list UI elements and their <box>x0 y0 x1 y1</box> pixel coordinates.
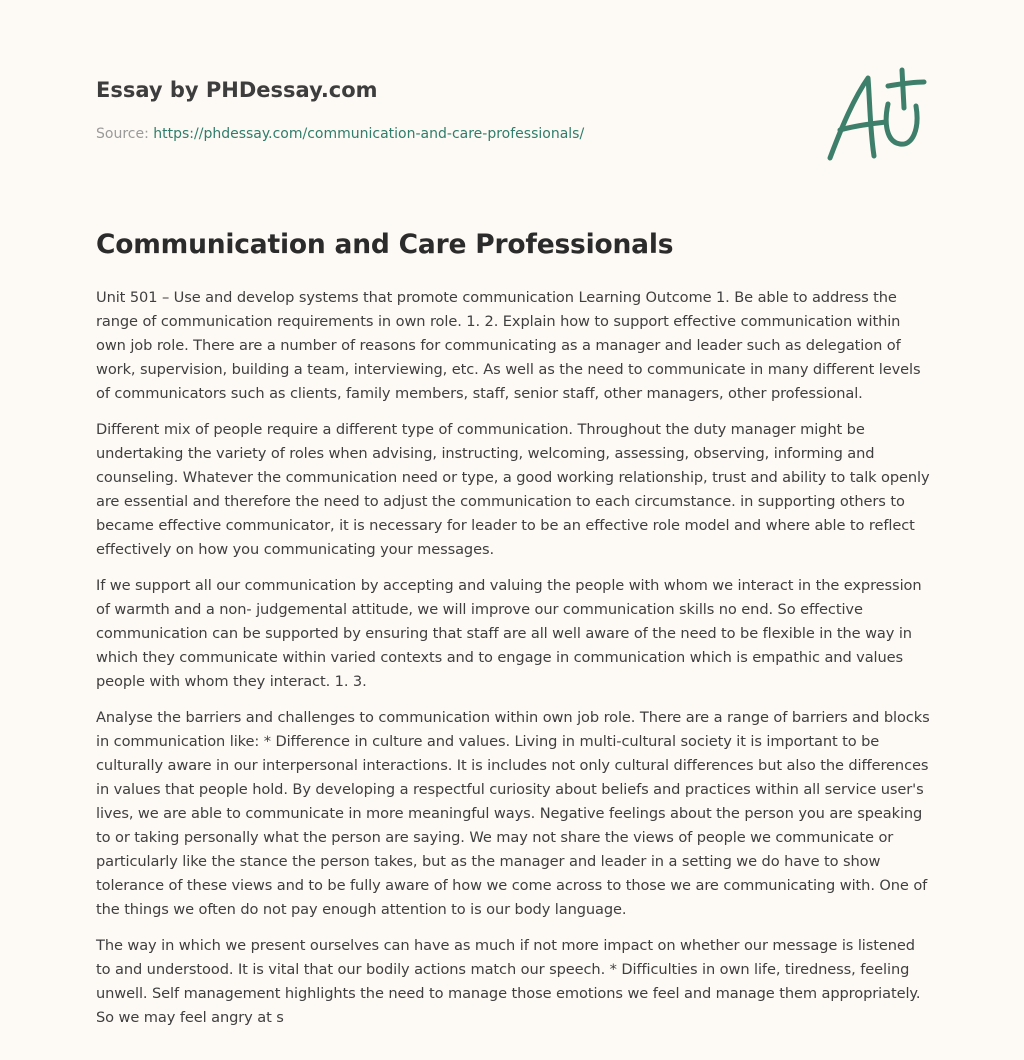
site-title: Essay by PHDessay.com <box>96 78 378 102</box>
a-plus-logo-icon <box>820 64 930 168</box>
paragraph: Unit 501 – Use and develop systems that promote communication Learning Outcome 1. Be able to address the range of communication requirements in own role. 1. 2. Explain how to support effective communication within own job role. There are a number of reasons for communicating as a manager and leader such as delegation of work, supervision, building a team, interviewing, etc. As well as the need to communicate in many different levels of communicators such as clients, family members, staff, senior staff, other managers, other professional. <box>96 289 921 402</box>
paragraph: The way in which we present ourselves can have as much if not more impact on whether our message is listened to and understood. It is vital that our bodily actions match our speech. * Difficulties in own life, tiredness, feeling unwell. Self management highlights the need to manage those emotions we feel and manage them appropriately. So we may feel angry at s <box>96 937 921 1026</box>
source-label: Source: <box>96 126 149 142</box>
source-line <box>96 124 716 144</box>
page-header <box>96 76 716 144</box>
source-link[interactable]: https://phdessay.com/communication-and-care-professionals/ <box>153 126 585 142</box>
paragraph: Analyse the barriers and challenges to communication within own job role. There are a range of barriers and blocks in communication like: * Difference in culture and values. Living in multi-cultural society it is important to be culturally aware in our interpersonal interactions. It is includes not only cultural differences but also the differences in values that people hold. By developing a respectful curiosity about beliefs and practices within all service user's lives, we are able to communicate in more meaningful ways. Negative feelings about the person you are speaking to or taking personally what the person are saying. We may not share the views of people we communicate or particularly like the stance the person takes, but as the manager and leader in a setting we do have to show tolerance of these views and to be fully aware of how we come across to those we are communicating with. One of the things we often do not pay enough attention to is our body language. <box>96 709 930 918</box>
page-title: Communication and Care Professionals <box>96 229 674 260</box>
article <box>96 226 930 1042</box>
paragraph: If we support all our communication by accepting and valuing the people with whom we interact in the expression of warmth and a non- judgemental attitude, we will improve our communication skills no end. So effective communication can be supported by ensuring that staff are all well aware of the need to be flexible in the way in which they communicate within varied contexts and to engage in communication which is empathic and values people with whom they interact. 1. 3. <box>96 577 922 690</box>
paragraph: Different mix of people require a different type of communication. Throughout the duty manager might be undertaking the variety of roles when advising, instructing, welcoming, assessing, observing, informing and counseling. Whatever the communication need or type, a good working relationship, trust and ability to talk openly are essential and therefore the need to adjust the communication to each circumstance. in supporting others to became effective communicator, it is necessary for leader to be an effective role model and where able to reflect effectively on how you communicating your messages. <box>96 421 930 558</box>
